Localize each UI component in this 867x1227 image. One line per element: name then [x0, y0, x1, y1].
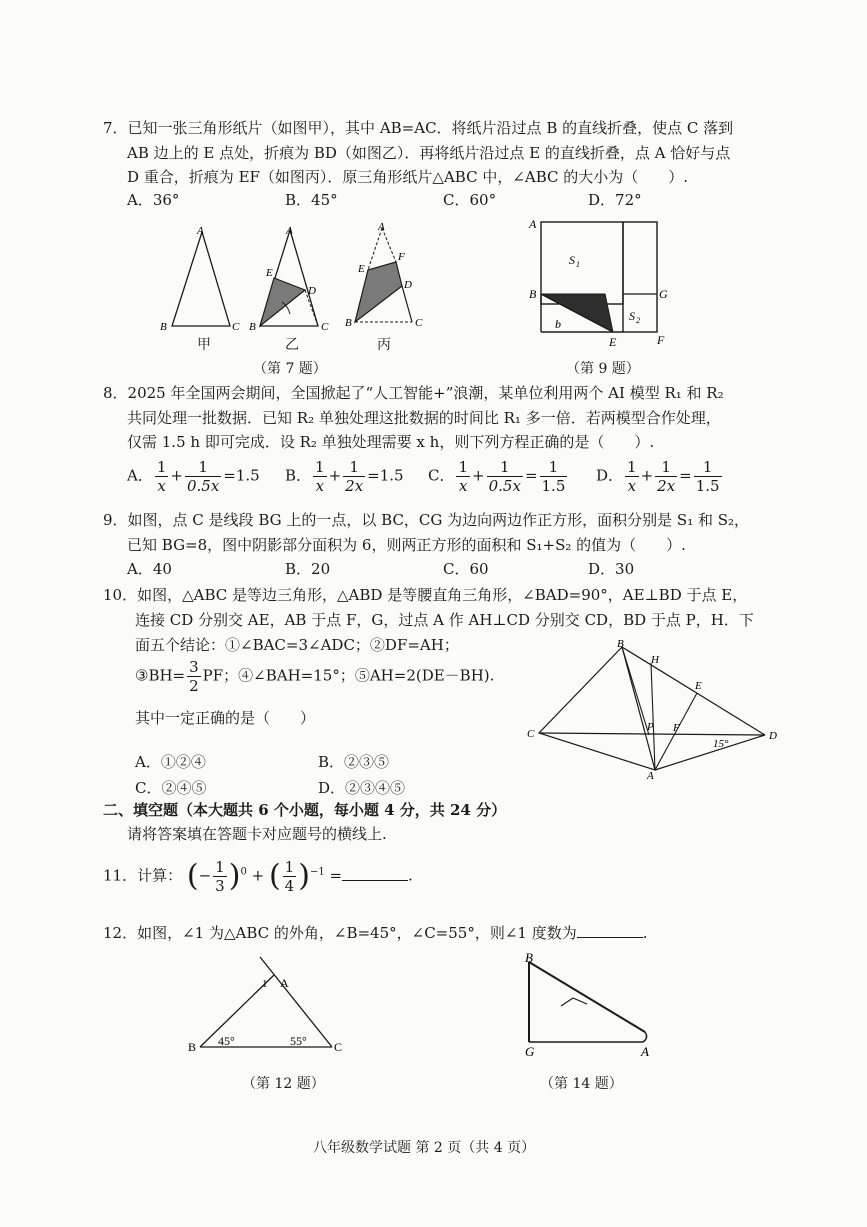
square-s1	[541, 222, 623, 304]
svg-text:F: F	[657, 333, 665, 347]
q10-option-a: A．①②④	[135, 753, 206, 771]
q14-caption: （第 14 题）	[540, 1076, 623, 1092]
svg-text:D: D	[769, 730, 777, 742]
page-footer: 八年级数学试题 第 2 页（共 4 页）	[313, 1140, 536, 1156]
q8-option-d: D． $\frac{1}{x}$ + $\frac{1}{2x}$ = $\frac{1}{1.5}$	[596, 458, 720, 495]
svg-text:1: 1	[262, 978, 268, 990]
q8-line2: 共同处理一批数据．已知 R₂ 单独处理这批数据的时间比 R₁ 多一倍．若两模型合作处理，	[127, 409, 721, 427]
figure-q10	[525, 635, 785, 785]
svg-text:G: G	[525, 1044, 535, 1059]
svg-text:A: A	[280, 976, 289, 990]
q9-option-d: D．30	[588, 560, 635, 578]
svg-text:C: C	[415, 317, 423, 329]
svg-text:b: b	[555, 317, 561, 331]
svg-text:B: B	[188, 1040, 197, 1054]
q8-line1: 8．2025 年全国两会期间，全国掀起了“人工智能+”浪潮，某单位利用两个 AI 模型 R₁ 和 R₂	[103, 384, 724, 402]
q11-expression: 11．计算： (− $\frac{1}{3}$ )$^0$ + ( $\frac{1}{4}$ )$^{-1}$ = .	[103, 858, 413, 895]
q8-option-c: C． $\frac{1}{x}$ + $\frac{1}{0.5x}$ = $\frac{1}{1.5}$	[428, 458, 566, 495]
q8-option-a: A． $\frac{1}{x}$ + $\frac{1}{0.5x}$ =1.5	[127, 458, 260, 495]
q9-option-b: B．20	[285, 560, 331, 578]
q7-option-b: B．45°	[285, 191, 338, 209]
fig7-label-jia: 甲	[197, 337, 211, 353]
svg-text:A: A	[641, 1044, 649, 1059]
svg-text:S: S	[569, 253, 575, 267]
svg-text:B: B	[525, 950, 533, 965]
svg-text:A: A	[647, 770, 654, 782]
angle-b-label: 45°	[218, 1034, 235, 1048]
svg-text:A: A	[529, 217, 537, 231]
q11-answer-blank	[342, 880, 408, 881]
svg-text:B: B	[345, 317, 352, 329]
label-a1: A	[197, 225, 204, 237]
svg-text:S: S	[629, 309, 635, 323]
svg-text:E: E	[609, 335, 617, 349]
svg-text:F: F	[398, 251, 405, 263]
svg-text:H: H	[651, 654, 659, 666]
q10-line3: 面五个结论：①∠BAC=3∠ADC；②DF=AH；	[135, 636, 459, 654]
svg-text:D: D	[404, 279, 412, 291]
q9-caption: （第 9 题）	[566, 361, 640, 377]
angle-c-label: 55°	[290, 1034, 307, 1048]
q7-option-a: A．36°	[127, 191, 180, 209]
q9-option-a: A．40	[127, 560, 172, 578]
q7-line1: 7．已知一张三角形纸片（如图甲），其中 AB=AC．将纸片沿过点 B 的直线折叠，使点 C 落到	[103, 119, 734, 137]
svg-text:1: 1	[576, 260, 580, 269]
q7-line2: AB 边上的 E 点处，折痕为 BD（如图乙）．再将纸片沿过点 E 的直线折叠，点 A 恰好与点	[127, 144, 731, 162]
fig7-label-yi: 乙	[285, 337, 299, 353]
svg-text:2: 2	[636, 316, 640, 325]
svg-text:P: P	[647, 721, 654, 733]
svg-text:G: G	[659, 287, 668, 301]
q7-option-d: D．72°	[588, 191, 642, 209]
section2-note: 请将答案填在答题卡对应题号的横线上.	[127, 825, 387, 843]
svg-text:C: C	[334, 1040, 343, 1054]
q10-line4: ③BH= $\frac{3}{2}$ PF；④∠BAH=15°；⑤AH=2(DE－BH).	[135, 658, 495, 695]
section2-title: 二、填空题（本大题共 6 个小题，每小题 4 分，共 24 分）	[103, 801, 507, 819]
svg-text:E: E	[266, 267, 273, 279]
svg-text:D: D	[308, 285, 316, 297]
fig7-label-bing: 丙	[377, 337, 391, 353]
q9-option-c: C．60	[443, 560, 489, 578]
triangle-jia	[172, 232, 230, 326]
triangle-abc	[539, 647, 655, 770]
figure-q12	[180, 955, 343, 1055]
figure-q14	[515, 950, 665, 1060]
svg-text:B: B	[529, 287, 537, 301]
q9-line1: 9．如图，点 C 是线段 BG 上的一点，以 BC，CG 为边向两边作正方形，面积分别是 S₁ 和 S₂，	[103, 511, 750, 529]
q8-option-b: B． $\frac{1}{x}$ + $\frac{1}{2x}$ =1.5	[285, 458, 404, 495]
q8-line3: 仅需 1.5 h 即可完成．设 R₂ 单独处理需要 x h，则下列方程正确的是（ ）.	[127, 433, 655, 451]
svg-text:C: C	[527, 728, 535, 740]
label-c1: C	[232, 321, 240, 333]
svg-text:B: B	[617, 638, 624, 650]
q10-option-c: C．②④⑤	[135, 779, 207, 797]
q10-line5: 其中一定正确的是（ ）	[135, 709, 316, 727]
svg-text:A: A	[286, 225, 293, 237]
q10-option-b: B．②③⑤	[318, 753, 390, 771]
q12-answer-blank	[577, 937, 643, 938]
q10-line1: 10．如图，△ABC 是等边三角形，△ABD 是等腰直角三角形，∠BAD=90°，AE⊥BD 于点 E，	[103, 586, 748, 604]
q10-option-d: D．②③④⑤	[318, 779, 406, 797]
svg-text:B: B	[249, 321, 256, 333]
svg-text:F: F	[673, 722, 680, 734]
q7-caption: （第 7 题）	[253, 361, 327, 377]
q12-text: 12．如图，∠1 为△ABC 的外角，∠B=45°，∠C=55°，则∠1 度数为 .	[103, 924, 648, 942]
label-b1: B	[160, 321, 167, 333]
figure-q9	[525, 212, 675, 352]
svg-text:15°: 15°	[713, 738, 729, 750]
q9-line2: 已知 BG=8，图中阴影部分面积为 6，则两正方形的面积和 S₁+S₂ 的值为（ ）.	[127, 536, 686, 554]
q10-line2: 连接 CD 分别交 AE，AB 于点 F，G，过点 A 作 AH⊥CD 分别交 CD，BD 于点 P，H．下	[135, 611, 754, 629]
svg-text:A: A	[378, 221, 385, 233]
svg-text:E: E	[695, 680, 702, 692]
svg-text:C: C	[321, 321, 329, 333]
q12-caption: （第 12 题）	[242, 1076, 325, 1092]
svg-text:E: E	[358, 263, 365, 275]
figure-q7	[150, 222, 440, 352]
q7-option-c: C．60°	[443, 191, 497, 209]
q7-line3: D 重合，折痕为 EF（如图丙）．原三角形纸片△ABC 中，∠ABC 的大小为（ ）.	[127, 168, 689, 186]
